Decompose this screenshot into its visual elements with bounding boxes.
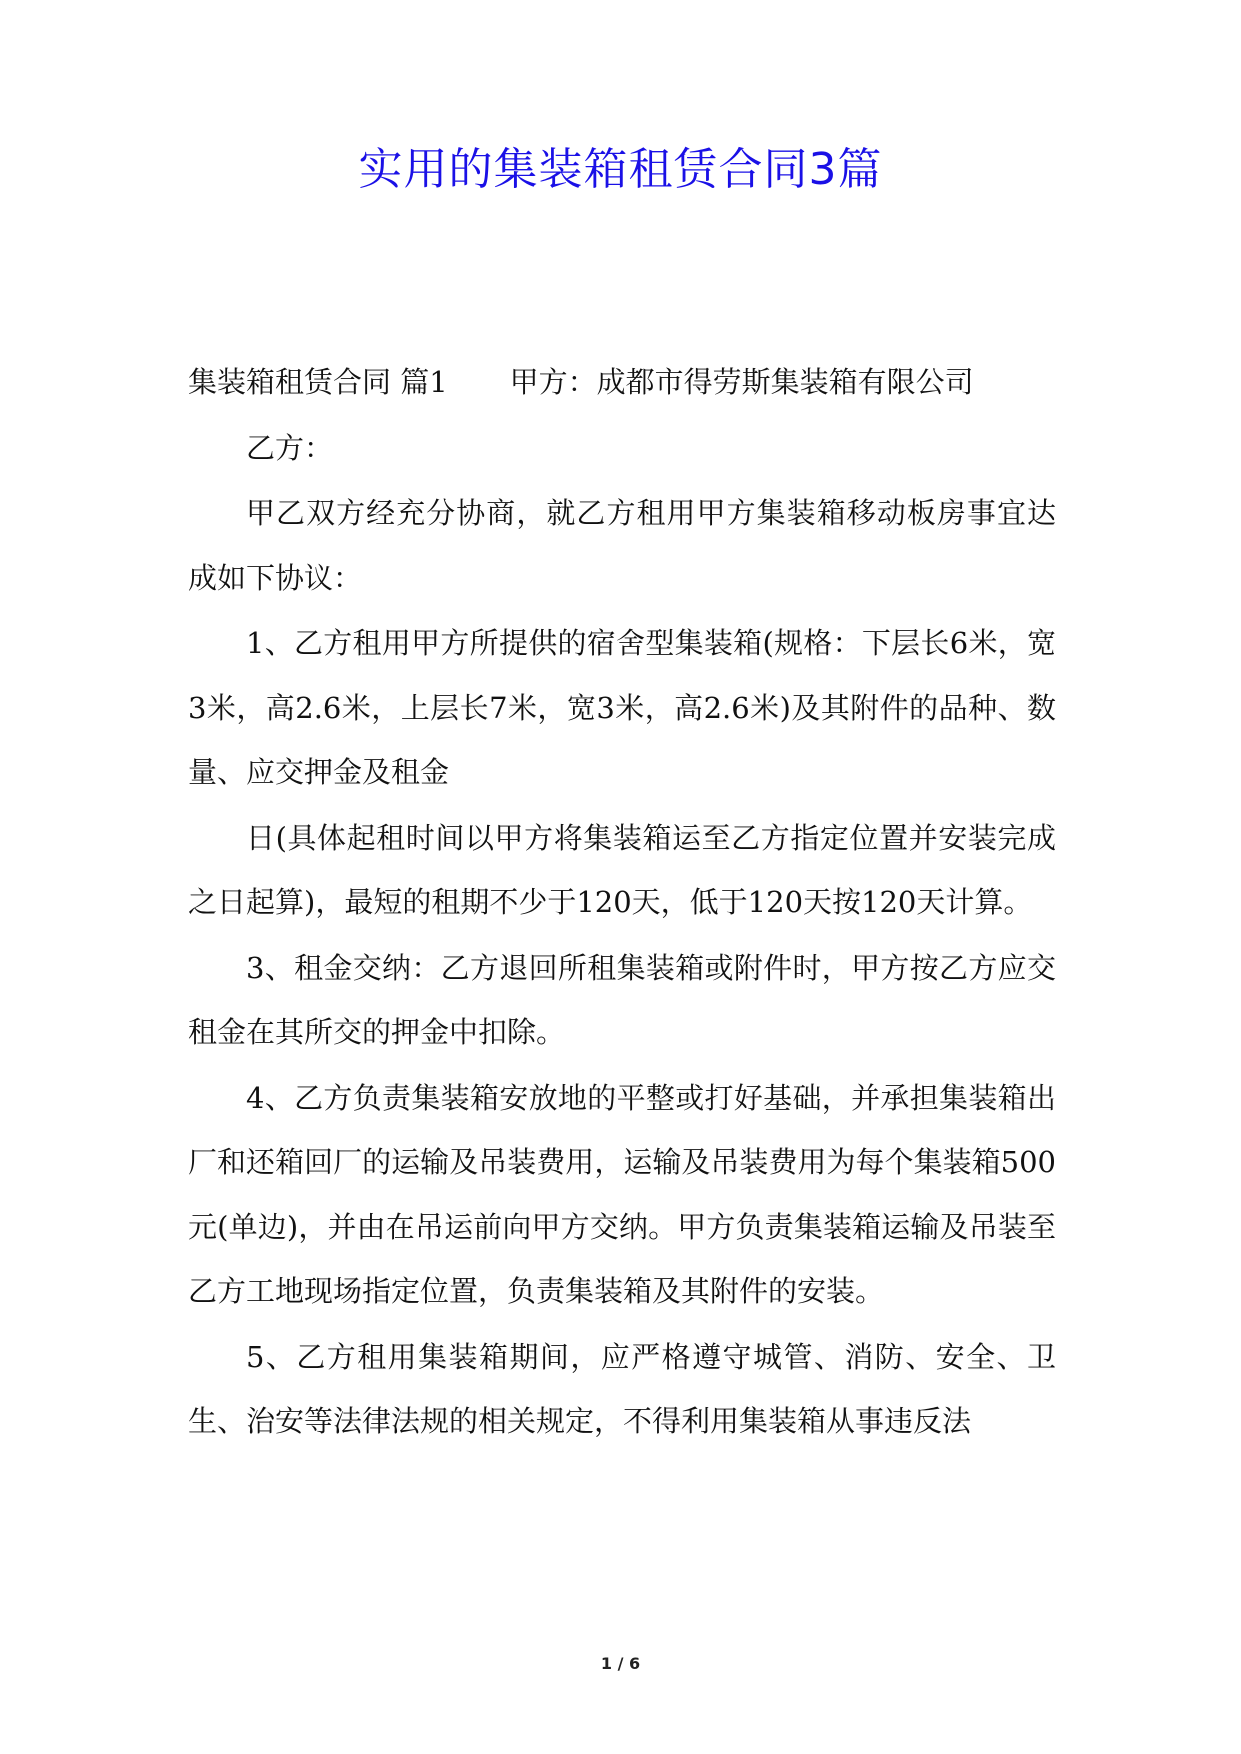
paragraph-clause-1: 1、乙方租用甲方所提供的宿舍型集装箱(规格：下层长6米，宽3米，高2.6米，上层长7米，宽3米，高2.6米)及其附件的品种、数量、应交押金及租金 (188, 626, 1056, 789)
section-heading-line (188, 350, 1056, 415)
paragraph-party-b: 乙方： (246, 430, 334, 465)
document-body (188, 350, 1056, 1455)
paragraph-clause-4: 4、乙方负责集装箱安放地的平整或打好基础，并承担集装箱出厂和还箱回厂的运输及吊装费用，运输及吊装费用为每个集装箱500元(单边)，并由在吊运前向甲方交纳。甲方负责集装箱运输及吊装至乙方工地现场指定位置，负责集装箱及其附件的安装。 (188, 1080, 1056, 1308)
paragraph-clause-5: 5、乙方租用集装箱期间，应严格遵守城管、消防、安全、卫生、治安等法律法规的相关规定，不得利用集装箱从事违反法 (188, 1339, 1056, 1438)
paragraph-term: 日(具体起租时间以甲方将集装箱运至乙方指定位置并安装完成之日起算)，最短的租期不少于120天，低于120天按120天计算。 (188, 820, 1056, 919)
page-title: 实用的集装箱租赁合同3篇 (358, 144, 883, 195)
section-heading: 集装箱租赁合同 篇1 (188, 365, 448, 399)
paragraph-clause-3: 3、租金交纳：乙方退回所租集装箱或附件时，甲方按乙方应交租金在其所交的押金中扣除。 (188, 950, 1056, 1049)
party-a: 甲方：成都市得劳斯集装箱有限公司 (509, 365, 974, 399)
paragraph-intro: 甲乙双方经充分协商，就乙方租用甲方集装箱移动板房事宜达成如下协议： (188, 496, 1056, 595)
page-number: 1 / 6 (600, 1654, 641, 1673)
